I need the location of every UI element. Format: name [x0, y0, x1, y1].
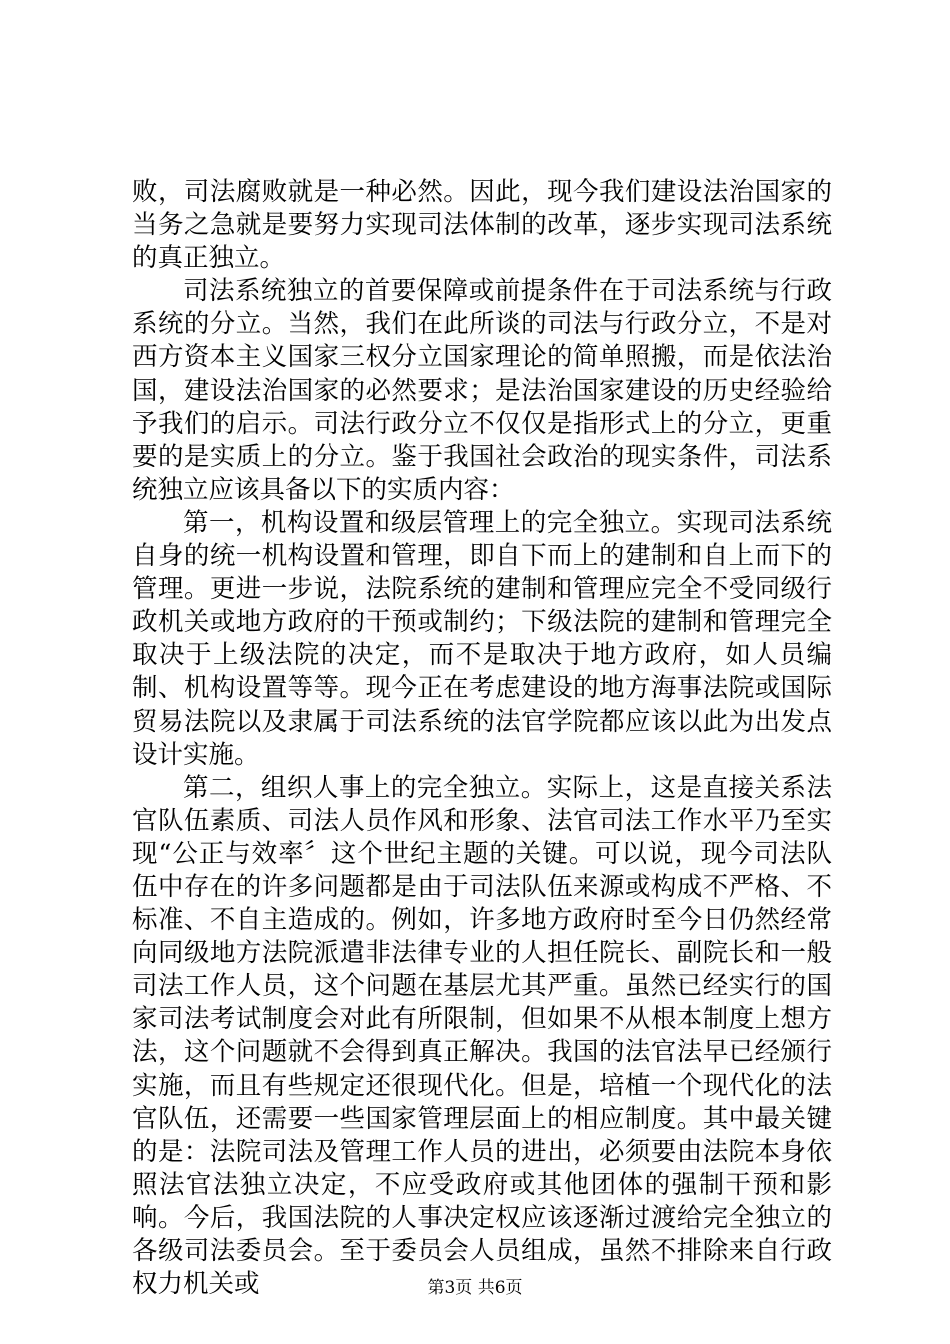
paragraph-continuation: 败，司法腐败就是一种必然。因此，现今我们建设法治国家的当务之急就是要努力实现司法体制的改革，逐步实现司法系统的真正独立。 [132, 177, 832, 274]
paragraph-separation: 司法系统独立的首要保障或前提条件在于司法系统与行政系统的分立。当然，我们在此所谈的司法与行政分立，不是对西方资本主义国家三权分立国家理论的简单照搬，而是依法治国，建设法治国家的必然要求；是法治国家建设的历史经验给予我们的启示。司法行政分立不仅仅是指形式上的分立，更重要的是实质上的分立。鉴于我国社会政治的现实条件，司法系统独立应该具备以下的实质内容： [132, 276, 832, 505]
paragraph-second-point: 第二，组织人事上的完全独立。实际上，这是直接关系法官队伍素质、司法人员作风和形象、法官司法工作水平乃至实现“公正与效率〞这个世纪主题的关键。可以说，现今司法队伍中存在的许多问题都是由于司法队伍来源或构成不严格、不标准、不自主造成的。例如，许多地方政府时至今日仍然经常向同级地方法院派遣非法律专业的人担任院长、副院长和一般司法工作人员，这个问题在基层尤其严重。虽然已经实行的国家司法考试制度会对此有所限制，但如果不从根本制度上想方法，这个问题就不会得到真正解决。我国的法官法早已经颁行实施，而且有些规定还很现代化。但是，培植一个现代化的法官队伍，还需要一些国家管理层面上的相应制度。其中最关键的是：法院司法及管理工作人员的进出，必须要由法院本身依照法官法独立决定，不应受政府或其他团体的强制干预和影响。今后，我国法院的人事决定权应该逐渐过渡给完全独立的各级司法委员会。至于委员会人员组成，虽然不排除来自行政权力机关或 [132, 772, 832, 1300]
document-body [132, 176, 832, 1301]
paragraph-first-point: 第一，机构设置和级层管理上的完全独立。实现司法系统自身的统一机构设置和管理，即自下而上的建制和自上而下的管理。更进一步说，法院系统的建制和管理应完全不受同级行政机关或地方政府的干预或制约；下级法院的建制和管理完全取决于上级法院的决定，而不是取决于地方政府，如人员编制、机构设置等等。现今正在考虑建设的地方海事法院或国际贸易法院以及隶属于司法系统的法官学院都应该以此为出发点设计实施。 [132, 507, 832, 770]
page-footer: 第3页 共6页 [427, 1278, 523, 1298]
